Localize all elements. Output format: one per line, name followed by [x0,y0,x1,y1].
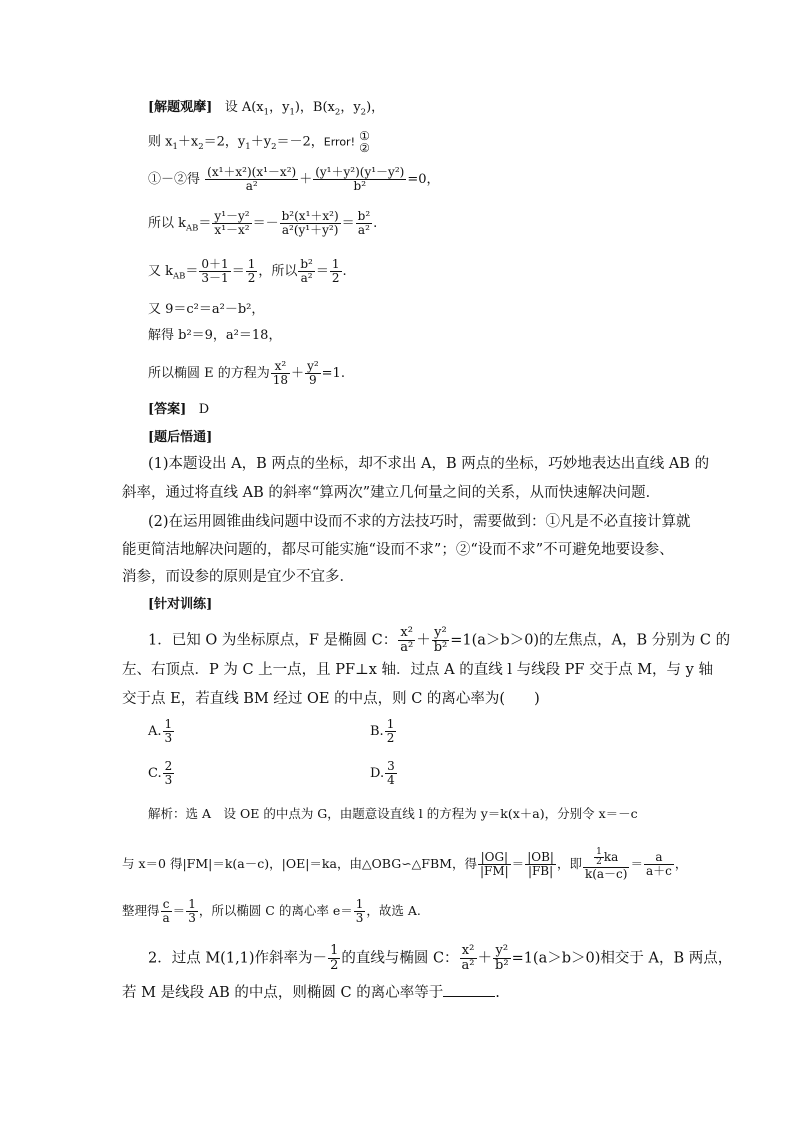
solution-line2: 与 x＝0 得|FM|＝k(a－c)，|OE|＝ka，由△OBG∽△FBM，得 $\frac{|OG|}{|FM|}$ ＝ $\frac{|OB|}{|FB|}$ ，即 $\frac{1}{2}$ ka k(a－c) ＝ $\frac{a}{a+c}$ ， [122,847,688,881]
question2-line2: 若 M 是线段 AB 的中点，则椭圆 C 的离心率等于 . [122,985,500,1001]
section-heading-reflection: [题后悟通] [148,430,213,445]
ellipse-equation-line: 所以椭圆 E 的方程为 $\frac{\text{x²}}{18}$ ＋ $\frac{\text{y²}}{9}$ =1. [148,359,345,387]
option-c[interactable]: C. $\frac{2}{3}$ [148,759,173,787]
question1-line1: 1．已知 O 为坐标原点，F 是椭圆 C： $\frac{\text{x²}}{\text{a²}}$ ＋ $\frac{\text{y²}}{\text{b²}}$ =1(a＞b＞0)的左焦点，A，B 分别为 C 的 [148,625,731,655]
reflection-p2-line1: (2)在运用圆锥曲线问题中设而不求的方法技巧时，需要做到：①凡是不必直接计算就 [148,514,691,530]
section-heading-solution: [解题观摩] [148,100,213,115]
answer-line [148,402,209,418]
answer-value: D [198,402,210,417]
reflection-p2-line3: 消参，而设参的原则是宜少不宜多． [122,569,354,585]
question1-line3: 交于点 E，若直线 BM 经过 OE 的中点，则 C 的离心率为( ) [122,691,540,707]
slope-line: 所以 $k_{AB}=$ $\frac{\text{y¹－y²}}{\text{x¹－x²}}$ ＝－ $\frac{\text{b²(x¹＋x²)}}{\text{a²(y¹＋y²)}}$ ＝ $\frac{\text{b²}}{\text{a²}}$ . [148,209,378,237]
sum-line: 则 $x_1+x_2=2$，$y_1+y_2=-2$，Error! ① ② [148,129,370,155]
slope-value-line: 又 $k_{AB}=$ $\frac{0+1}{3-1}$ ＝ $\frac{1}{2}$ ，所以 $\frac{\text{b²}}{\text{a²}}$ ＝ $\frac{1}{2}$ . [148,257,347,285]
answer-blank[interactable] [443,984,495,997]
solution-line1: 解析：选 A 设 OE 的中点为 G，由题意设直线 l 的方程为 y＝k(x＋a)，分别令 x＝－c [148,806,638,821]
section-heading-training: [针对训练] [148,597,213,612]
question2-line1: 2．过点 M(1,1)作斜率为－ $\frac{1}{2}$ 的直线与椭圆 C： $\frac{\text{x²}}{\text{a²}}$ ＋ $\frac{\text{y²}}{\text{b²}}$ =1(a＞b＞0)相交于 A，B 两点， [148,943,733,973]
option-a[interactable]: A. $\frac{1}{3}$ [148,717,173,745]
equation-markers: ① ② [359,129,370,155]
option-b[interactable]: B. $\frac{1}{2}$ [370,717,395,745]
option-d[interactable]: D. $\frac{3}{4}$ [370,759,395,787]
subtract-line: ①－②得 $\frac{\text{(x¹＋x²)(x¹－x²)}}{\text{a²}}$ ＋ $\frac{\text{(y¹＋y²)(y¹－y²)}}{\text{b²}}$ =0， [148,165,440,193]
solution-line3: 整理得 $\frac{c}{a}$ ＝ $\frac{1}{3}$ ，所以椭圆 C 的离心率 e＝ $\frac{1}{3}$ ，故选 A. [122,897,421,925]
answer-label: [答案] [148,402,187,417]
setup-text: 设 $A(x_1$，$y_1$)，$B(x_2$，$y_2$)， [224,100,385,118]
reflection-p2-line2: 能更简洁地解决问题的，都尽可能实施“设而不求”；②“设而不求”不可避免地要设参、 [122,542,674,558]
reflection-p1-line1: (1)本题设出 A，B 两点的坐标，却不求出 A，B 两点的坐标，巧妙地表达出直线 AB 的 [148,456,710,472]
relation-line: 又 9＝c²＝a²－b²， [148,302,265,317]
error-text: Error! [323,135,355,149]
question1-line2: 左、右顶点．P 为 C 上一点，且 PF⊥x 轴．过点 A 的直线 l 与线段 PF 交于点 M，与 y 轴 [122,662,713,678]
solve-line: 解得 b²＝9，a²＝18， [148,328,282,343]
setup-line [148,100,384,121]
reflection-p1-line2: 斜率，通过将直线 AB 的斜率“算两次”建立几何量之间的关系，从而快速解决问题． [122,485,661,501]
